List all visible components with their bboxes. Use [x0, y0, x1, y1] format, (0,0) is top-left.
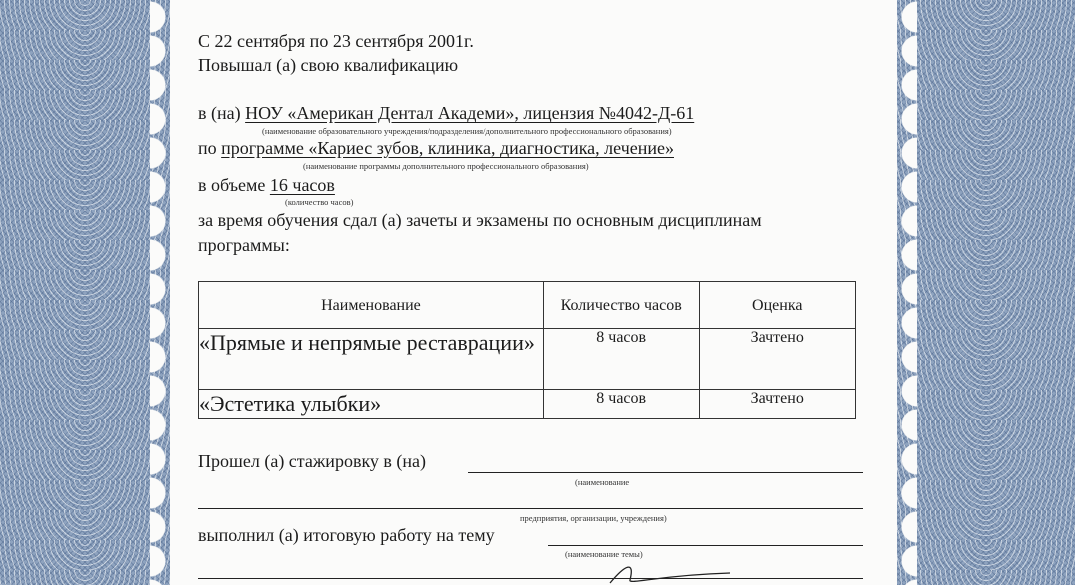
disciplines-table [198, 281, 856, 419]
border-scallop-right [877, 0, 917, 585]
institution-line [198, 103, 694, 124]
table-row [199, 329, 856, 390]
dates-line: С 22 сентября по 23 сентября 2001г. [198, 31, 474, 51]
table-cell-hours: 8 часов [543, 329, 699, 390]
decorative-border-right [897, 0, 1075, 585]
volume-line [198, 175, 335, 196]
thesis-label: выполнил (а) итоговую работу на тему [198, 525, 495, 545]
table-header-name: Наименование [199, 282, 544, 329]
qualification-line: Повышал (а) свою квалификацию [198, 55, 459, 75]
program-value: программе «Кариес зубов, клиника, диагностика, лечение» [221, 138, 674, 158]
table-cell-hours: 8 часов [543, 390, 699, 419]
volume-prefix: в объеме [198, 175, 266, 195]
volume-value: 16 часов [269, 175, 335, 195]
signature-mark [600, 555, 740, 585]
program-caption: (наименование программы дополнительного профессионального образования) [303, 161, 589, 171]
internship-fill-line-2 [198, 508, 863, 509]
program-line [198, 138, 674, 159]
table-header-hours: Количество часов [543, 282, 699, 329]
internship-caption: (наименование [575, 477, 630, 487]
table-header-grade: Оценка [699, 282, 856, 329]
table-row [199, 390, 856, 419]
exams-line-2: программы: [198, 235, 290, 255]
institution-prefix: в (на) [198, 103, 241, 123]
border-scallop-left [150, 0, 190, 585]
table-cell-grade: Зачтено [699, 390, 856, 419]
institution-caption: (наименование образовательного учреждения/подразделения/дополнительного профессионального образования) [262, 126, 672, 136]
table-cell-name: «Прямые и непрямые реставрации» [199, 329, 544, 390]
exams-line-1: за время обучения сдал (а) зачеты и экзамены по основным дисциплинам [198, 210, 762, 230]
program-prefix: по [198, 138, 217, 158]
thesis-fill-line-2 [198, 578, 863, 579]
volume-caption: (количество часов) [285, 197, 354, 207]
decorative-border-left [0, 0, 170, 585]
organization-caption: предприятия, организации, учреждения) [520, 513, 667, 523]
internship-fill-line [468, 472, 863, 473]
table-cell-grade: Зачтено [699, 329, 856, 390]
institution-value: НОУ «Американ Дентал Академи», лицензия №4042-Д-61 [245, 103, 695, 123]
thesis-caption: (наименование темы) [565, 549, 643, 559]
table-header-row [199, 282, 856, 329]
thesis-fill-line [548, 545, 863, 546]
table-cell-name: «Эстетика улыбки» [199, 390, 544, 419]
internship-label: Прошел (а) стажировку в (на) [198, 451, 427, 471]
